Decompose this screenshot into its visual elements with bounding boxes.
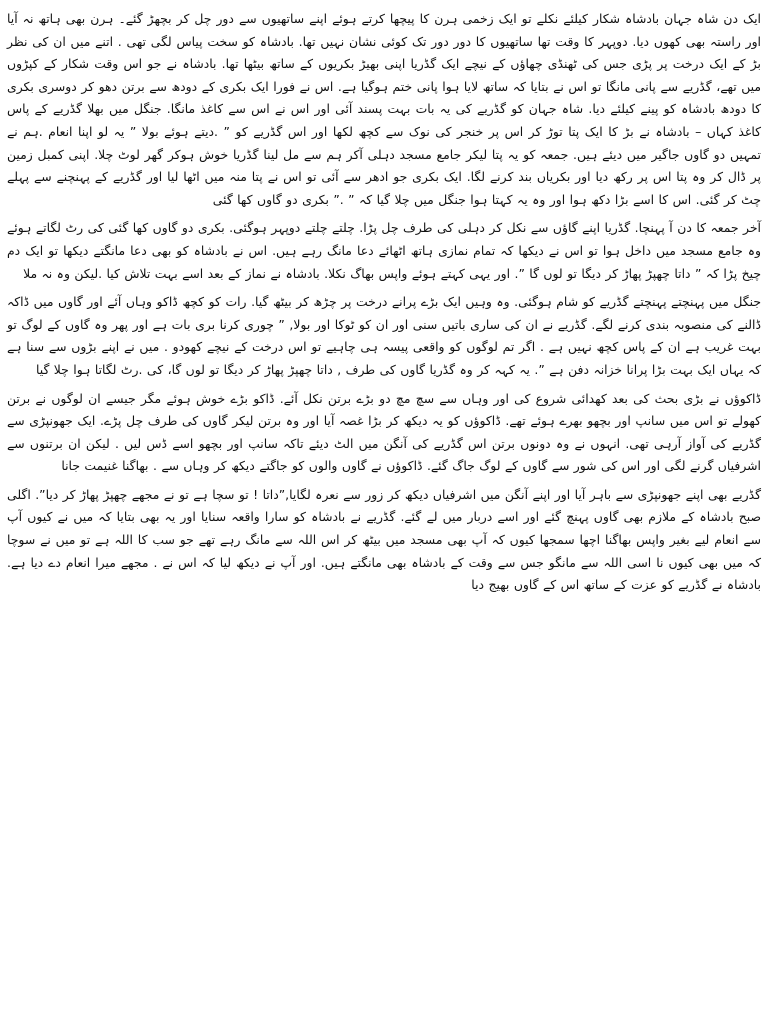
story-document bbox=[7, 8, 761, 603]
paragraph-1: ایک دن شاہ جہان بادشاہ شکار کیلئے نکلے تو ایک زخمی ہرن کا پیچھا کرتے ہوئے اپنے ساتھیوں سے دور چل کر بچھڑ گئے۔ ہرن بھی ہاتھ نہ آیا اور راستہ بھی کھوں دیا. دوپہر کا وقت تھا ساتھیوں کا دور دور تک کوئی نشان نہیں تھا. بادشاہ کو سخت پیاس لگی تھی . اتنے میں ان کی نظر بڑ کے ایک درخت پر پڑی جس کی ٹھنڈی چھاؤں کے نیچے ایک گڈریا اپنی بھیڑ بکریوں کے ساتھ بیٹھا تھا. بادشاہ نے جو اس وقت شکار کے کپڑوں میں تھے، گڈریے سے پانی مانگا تو اس نے بتایا کہ ساتھ لایا ہوا پانی ختم ہوگیا ہے. اس نے فورا ایک بکری کے دودھ سے برتن دھو کر دوسری بکری کا دودھ بادشاہ کو پینے کیلئے دیا. شاہ جہان کو گڈریے کی یہ بات بہت پسند آئی اور اس نے اس سے کاغذ مانگا. جنگل میں بھلا گڈریے کے پاس کاغذ کہاں – بادشاہ نے بڑ کا ایک پتا توڑ کر اس پر خنجر کی نوک سے کچھ لکھا اور اس گڈریے کو ” .دیتے ہوئے بولا ” یہ لو اپنا انعام .ہم نے تمہیں دو گاوں جاگیر میں دیئے ہیں. جمعہ کو یہ پتا لیکر جامع مسجد دہلی آکر ہم سے مل لینا گڈریا خوش ہوکر گھر لوٹ چلا. اپنی کمبل زمین پر ڈال کر وہ پتا اس پر رکھ دیا اور بکریاں بند کرنے لگا. ایک بکری جو ادھر سے آئی تو اس نے پتا منہ میں اٹھا لیا اور گڈریے کے پہنچنے سے پہلے چٹ کر گئی. اس کا اسے بڑا دکھ ہوا اور وہ یہ کہتا ہوا جنگل میں چلا گیا کہ ” .” بکری دو گاوں کھا گئی bbox=[7, 11, 761, 207]
paragraph-2: آخر جمعہ کا دن آ پہنچا. گڈریا اپنے گاؤں سے نکل کر دہلی کی طرف چل پڑا. چلتے چلتے دوپہر ہوگئی. بکری دو گاوں کھا گئی کی رٹ لگاتے ہوئے وہ جامع مسجد میں داخل ہوا تو اس نے دیکھا کہ تمام نمازی ہاتھ اٹھائے دعا مانگ رہے ہیں. اس نے بادشاہ کو بھی دعا مانگتے دیکھا تو ایک دم چیخ پڑا کہ ” داتا چھپڑ پھاڑ کر دیگا تو لوں گا ”. اور یہی کہتے ہوئے واپس بھاگ نکلا. بادشاہ نے نماز کے بعد اسے بہت تلاش کیا .لیکن وہ نہ ملا bbox=[7, 220, 761, 281]
paragraph-5: گڈریے بھی اپنے جھونپڑی سے باہر آیا اور اپنے آنگن میں اشرفیاں دیکھ کر زور سے نعرہ لگایا,”داتا ! تو سچا ہے تو نے مجھے چھپڑ پھاڑ کر دیا”. اگلی صبح بادشاہ کے ملازم بھی گاوں پہنچ گئے اور اسے دربار میں لے گئے. گڈریے نے بادشاہ کو سارا واقعہ سنایا اور یہ بھی بتایا کہ میں نے کیوں آپ سے انعام لیے بغیر واپس بھاگنا اچھا سمجھا کیوں کہ آپ بھی مسجد میں بیٹھ کر اس اللہ سے مانگ رہے تھے جو سب کا اللہ ہے تو میں نے سوچا کہ میں بھی کیوں نا اسی اللہ سے مانگو جس سے وقت کے بادشاہ بھی مانگتے ہیں. اور آپ نے دیکھ لیا کہ اس نے . مجھے میرا انعام دے دیا ہے. بادشاہ نے گڈریے کو عزت کے ساتھ اس کے گاوں بھیج دیا bbox=[7, 486, 761, 593]
paragraph-4: ڈاکوؤں نے بڑی بحث کی بعد کھدائی شروع کی اور وہاں سے سچ مچ دو بڑے برتن نکل آئے. ڈاکو بڑے خوش ہوئے مگر جیسے ان لوگوں نے برتن کھولے تو اس میں سانپ اور بچھو بھرے ہوئے تھے. ڈاکوؤں کو یہ دیکھ کر بڑا غصہ آیا اور وہ برتن لیکر گاوں کی طرف چل پڑے. ایک جھونپڑی سے گڈریے کی آواز آرہی تھی. انہوں نے وہ دونوں برتن اس گڈریے کی آنگن میں الٹ دیئے تاکہ سانپ اور بچھو اسے ڈس لیں . لیکن ان برتنوں سے اشرفیاں گرنے لگی اور اس کی شور سے گاوں کے لوگ جاگ گئے. ڈاکوؤں نے گاوں والوں کو جاگتے دیکھ کر وہاں سے . بھاگنا غنیمت جانا bbox=[7, 390, 761, 474]
paragraph-3: جنگل میں پہنچتے پہنچتے گڈریے کو شام ہوگئی. وہ وہیں ایک بڑے پرانے درخت پر چڑھ کر بیٹھ گیا. رات کو کچھ ڈاکو وہاں آئے اور گاوں میں ڈاکہ ڈالنے کی منصوبہ بندی کرنے لگے. گڈریے نے ان کی ساری باتیں سنی اور ان کو ٹوکا اور بولا, ” چوری کرنا بری بات ہے اور پھر وہ گاوں کے لوگ تو بہت غریب ہے ان کے پاس کچھ نہیں ہے . اگر تم لوگوں کو واقعی پیسہ ہی چاہیے تو اس درخت کے نیچے کھودو . میں نے اپنے بڑوں سے سنا ہے کہ یہاں ایک بہت بڑا پرانا خزانہ دفن ہے ”. یہ کہہ کر وہ گڈریا گاوں کی طرف , داتا چھپڑ پھاڑ کر دیگا تو لوں گا، کی .رٹ لگاتا ہوا چلا گیا bbox=[7, 294, 761, 377]
